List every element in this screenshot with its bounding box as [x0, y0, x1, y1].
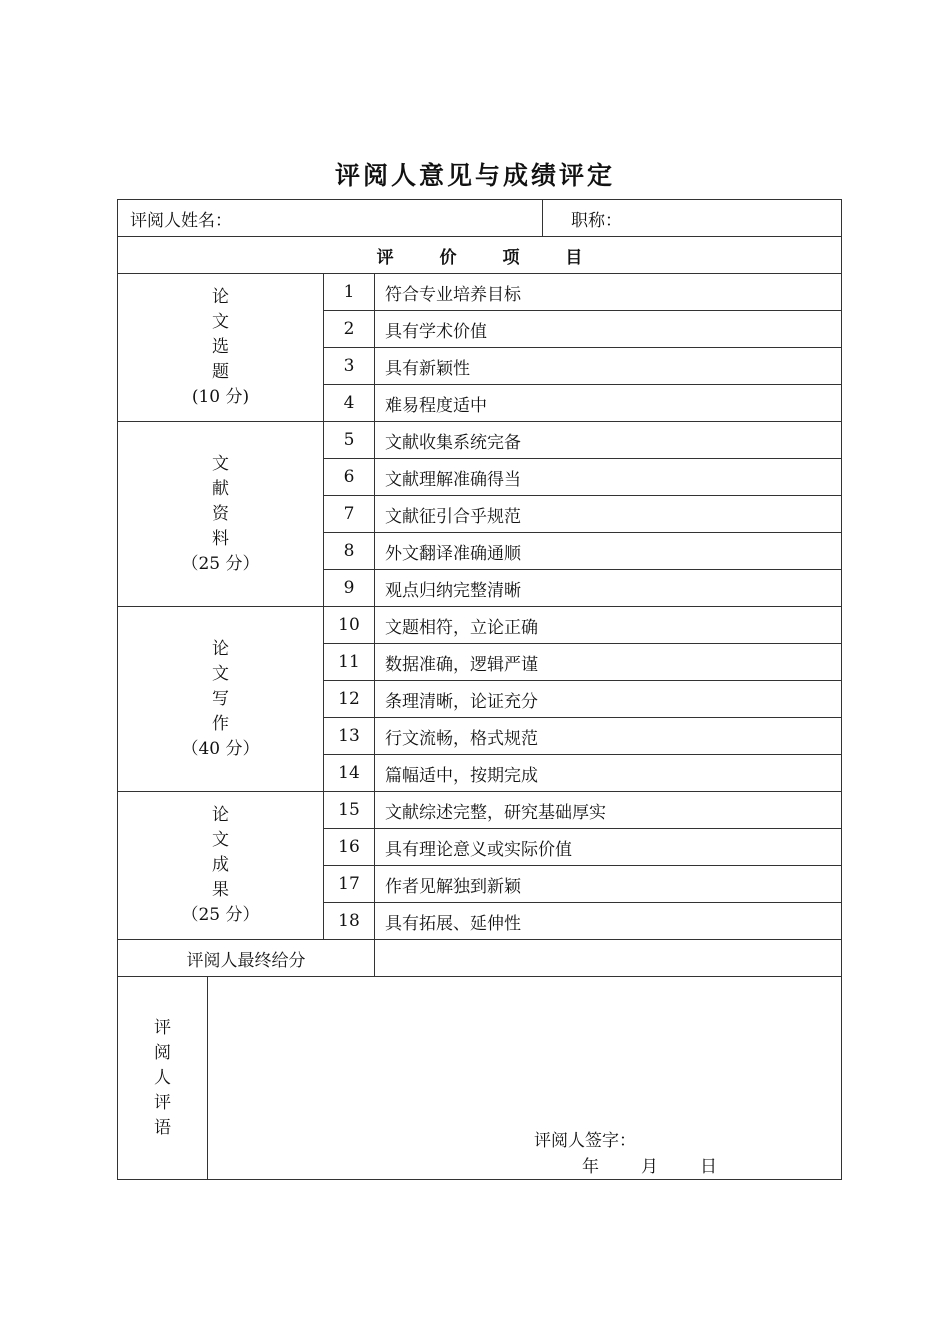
criteria-text: 文题相符，立论正确: [375, 607, 842, 644]
criteria-number: 13: [324, 718, 375, 755]
criteria-text: 行文流畅，格式规范: [375, 718, 842, 755]
category-label: [118, 792, 324, 940]
category-score: （25 分）: [181, 553, 260, 574]
category-char: 成: [212, 855, 229, 875]
section-heading: 评 价 项 目: [118, 237, 842, 274]
section-heading-row: [118, 237, 842, 274]
category-char: 献: [212, 478, 229, 499]
criteria-text: 作者见解独到新颖: [375, 866, 842, 903]
final-score-field[interactable]: [375, 940, 842, 977]
category-char: 文: [212, 453, 229, 474]
criteria-row: [118, 792, 842, 829]
category-score: (10 分): [191, 387, 250, 407]
criteria-text: 篇幅适中，按期完成: [375, 755, 842, 792]
criteria-number: 7: [324, 496, 375, 533]
criteria-row: [118, 422, 842, 459]
category-char: 料: [212, 528, 229, 549]
comments-row: [118, 977, 842, 1180]
criteria-number: 18: [324, 903, 375, 940]
reviewer-info-row: [118, 200, 842, 237]
criteria-number: 12: [324, 681, 375, 718]
criteria-text: 外文翻译准确通顺: [375, 533, 842, 570]
criteria-number: 9: [324, 570, 375, 607]
criteria-number: 14: [324, 755, 375, 792]
comments-label-char: 评: [154, 1017, 171, 1038]
category-char: 论: [212, 638, 229, 659]
criteria-number: 6: [324, 459, 375, 496]
comments-field[interactable]: [208, 977, 842, 1180]
criteria-text: 难易程度适中: [375, 385, 842, 422]
category-char: 写: [212, 688, 229, 709]
criteria-text: 文献征引合乎规范: [375, 496, 842, 533]
category-score: （25 分）: [181, 905, 260, 925]
comments-label-char: 评: [154, 1092, 171, 1113]
comments-label-char: 人: [154, 1067, 171, 1088]
criteria-text: 数据准确，逻辑严谨: [375, 644, 842, 681]
page-title: 评阅人意见与成绩评定: [334, 161, 615, 190]
date-month-label: 月: [641, 1157, 658, 1177]
criteria-text: 具有学术价值: [375, 311, 842, 348]
category-char: 文: [212, 312, 229, 332]
criteria-number: 8: [324, 533, 375, 570]
category-char: 果: [212, 880, 229, 900]
comments-label-char: 语: [154, 1117, 171, 1138]
criteria-number: 3: [324, 348, 375, 385]
criteria-text: 具有拓展、延伸性: [375, 903, 842, 940]
final-score-label: 评阅人最终给分: [118, 940, 375, 977]
criteria-number: 5: [324, 422, 375, 459]
category-label: [118, 274, 324, 422]
evaluation-form-table: [117, 199, 842, 1180]
criteria-number: 4: [324, 385, 375, 422]
category-char: 资: [212, 503, 229, 524]
category-char: 文: [212, 663, 229, 684]
criteria-number: 15: [324, 792, 375, 829]
criteria-number: 17: [324, 866, 375, 903]
criteria-text: 观点归纳完整清晰: [375, 570, 842, 607]
category-char: 作: [212, 713, 229, 734]
criteria-text: 条理清晰，论证充分: [375, 681, 842, 718]
reviewer-name-field[interactable]: [118, 200, 543, 237]
reviewer-name-label: 评阅人姓名：: [130, 210, 232, 231]
category-char: 论: [212, 805, 229, 825]
criteria-text: 符合专业培养目标: [375, 274, 842, 311]
criteria-text: 文献综述完整，研究基础厚实: [375, 792, 842, 829]
criteria-row: [118, 274, 842, 311]
category-char: 论: [212, 287, 229, 307]
final-score-row: [118, 940, 842, 977]
criteria-number: 11: [324, 644, 375, 681]
criteria-text: 具有新颖性: [375, 348, 842, 385]
criteria-text: 具有理论意义或实际价值: [375, 829, 842, 866]
criteria-number: 16: [324, 829, 375, 866]
signature-label: 评阅人签字：: [534, 1131, 636, 1151]
category-label: [118, 422, 324, 607]
date-day-label: 日: [700, 1157, 717, 1177]
date-year-label: 年: [582, 1157, 599, 1177]
signature-date: [582, 1152, 717, 1177]
category-char: 选: [212, 337, 229, 357]
criteria-text: 文献理解准确得当: [375, 459, 842, 496]
criteria-text: 文献收集系统完备: [375, 422, 842, 459]
criteria-number: 2: [324, 311, 375, 348]
reviewer-title-label: 职称：: [571, 210, 622, 231]
category-score: （40 分）: [181, 738, 260, 759]
reviewer-title-field[interactable]: [543, 200, 842, 237]
comments-label-char: 阅: [154, 1042, 171, 1063]
criteria-number: 10: [324, 607, 375, 644]
criteria-number: 1: [324, 274, 375, 311]
category-label: [118, 607, 324, 792]
category-char: 题: [212, 362, 229, 382]
criteria-row: [118, 607, 842, 644]
category-char: 文: [212, 830, 229, 850]
comments-label: [118, 977, 208, 1180]
